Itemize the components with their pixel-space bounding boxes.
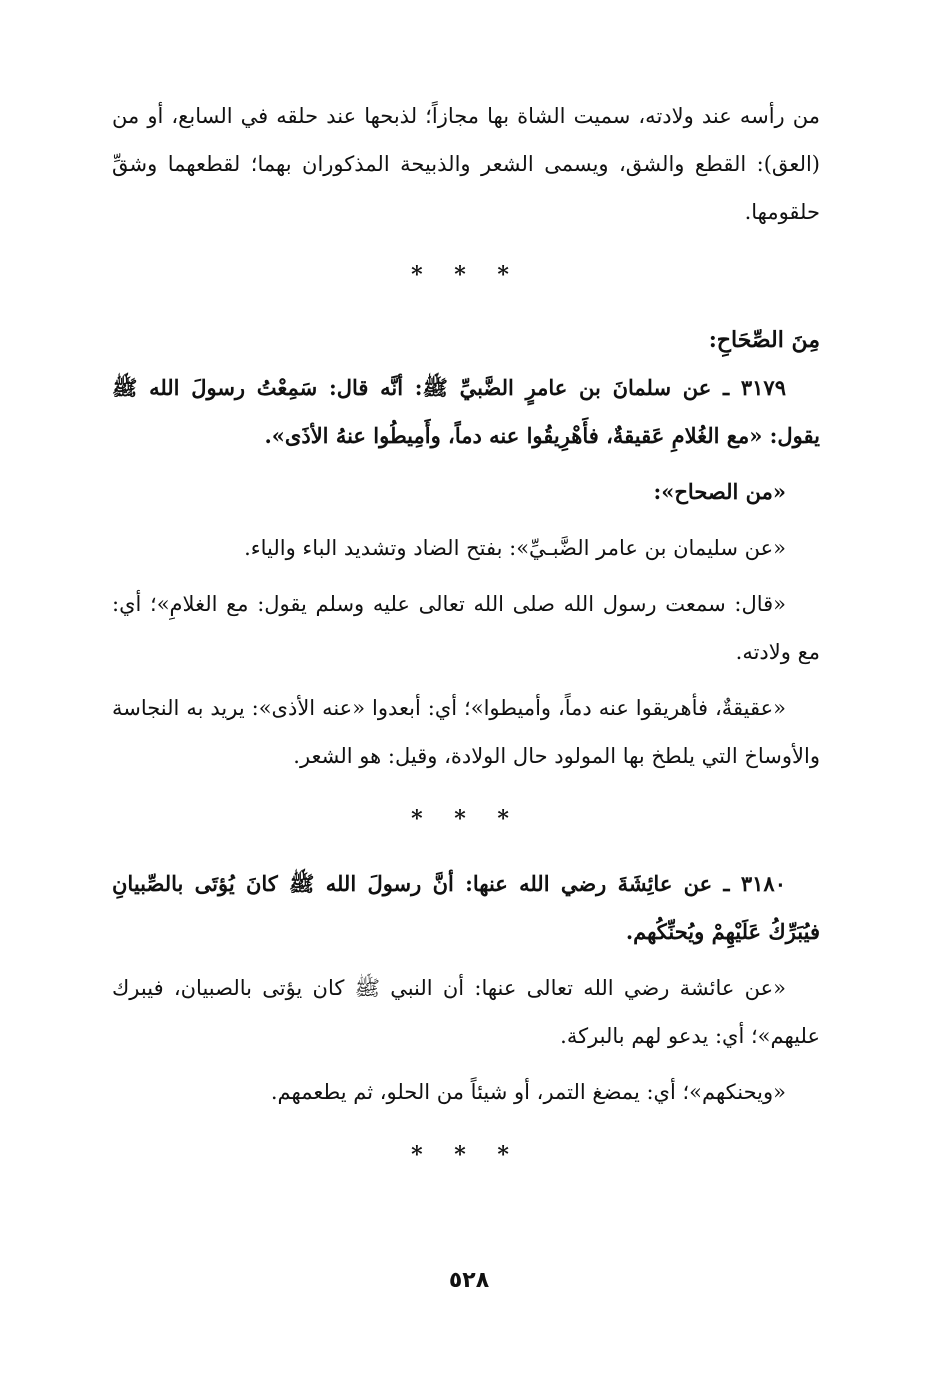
page-number: ٥٢٨ [448,1268,490,1293]
commentary-narrator: «عن سليمان بن عامر الضَّبـيِّ»: بفتح الضاد وتشديد الباء والياء. [244,536,786,560]
commentary-heading: «من الصحاح»: [653,479,786,504]
paragraph-continuation: من رأسه عند ولادته، سميت الشاة بها مجازاً؛ لذبحها عند حلقه في السابع، أو من (العق): القطع والشق، ويسمى الشعر والذبيحة المذكوران بهما؛ لقطعهما وشقِّ حلقومها. [112,104,820,224]
section-heading: مِنَ الصِّحَاحِ: [708,327,820,353]
commentary-yuhannikuhum: «ويحنكهم»؛ أي: يمضغ التمر، أو شيئاً من الحلو، ثم يطعمهم. [270,1080,786,1104]
section-divider: * * * [411,262,521,288]
commentary-qala: «قال: سمعت رسول الله صلى الله تعالى عليه وسلم يقول: مع الغلامِ»؛ أي: مع ولادته. [112,592,820,664]
section-divider: * * * [411,1142,521,1168]
hadith-3179: ٣١٧٩ ـ عن سلمانَ بن عامرٍ الضَّبيِّ ﷺ: أنَّه قال: سَمِعْتُ رسولَ الله ﷺ يقول: «مع الغُلامِ عَقيقةٌ، فأَهْرِيقُوا عنه دماً، وأَمِيطُوا عنهُ الأذَى». [112,375,820,448]
commentary-aqiqa: «عقيقةٌ، فأهريقوا عنه دماً، وأميطوا»؛ أي: أبعدوا «عنه الأذى»: يريد به النجاسة والأوساخ التي يلطخ بها المولود حال الولادة، وقيل: هو الشعر. [112,696,820,768]
page-body [112,92,820,1196]
section-divider: * * * [411,806,521,832]
commentary-aisha: «عن عائشة رضي الله تعالى عنها: أن النبي ﷺ كان يؤتى بالصبيان، فيبرك عليهم»؛ أي: يدعو لهم بالبركة. [112,976,820,1048]
hadith-3180: ٣١٨٠ ـ عن عائِشَةَ رضي الله عنها: أنَّ رسولَ الله ﷺ كانَ يُؤتَى بالصِّبيانِ فيُبَرِّكُ عَلَيْهِمْ ويُحنِّكُهم. [112,871,820,944]
